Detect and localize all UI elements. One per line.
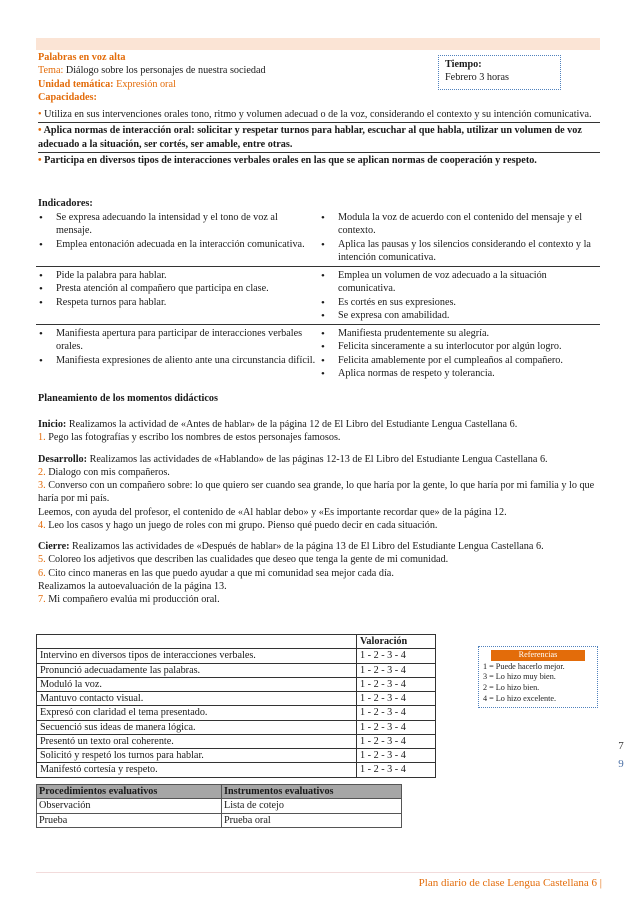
indicador-item: • Modula la voz de acuerdo con el contenido del mensaje y el contexto. [338, 211, 598, 238]
tema-line [38, 64, 438, 77]
indicador-item: • Presta atención al compañero que participa en clase. [56, 282, 316, 295]
unidad-label: Unidad temática: [38, 78, 114, 90]
indicadores-col-right [318, 209, 600, 266]
capacidad-item: • Utiliza en sus intervenciones orales tono, ritmo y volumen adecuad o de la voz, considerando el contexto y su intención comunicativa. [38, 107, 600, 123]
bullet-icon: • [38, 154, 42, 166]
cierre-paragraph: Cierre: Realizamos las actividades de «Después de hablar» de la página 13 de El Libro del Estudiante Lengua Castellana 6. [38, 541, 544, 552]
reference-item: 2 = Lo hizo bien. [483, 682, 540, 692]
evaluation-table [36, 634, 436, 778]
references-title: Referencias [491, 650, 585, 661]
inicio-paragraph: Inicio: Realizamos la actividad de «Antes de hablar» de la página 12 de El Libro del Estudiante Lengua Castellana 6. [38, 419, 518, 430]
indicadores-col-left [36, 325, 318, 382]
table-header-row: Procedimientos evaluativos Instrumentos evaluativos [37, 785, 402, 799]
table-row: Presentó un texto oral coherente. 1 - 2 - 3 - 4 [37, 734, 436, 748]
footer-divider [36, 872, 600, 873]
inicio-label: Inicio: [38, 419, 67, 430]
table-row: Secuenció sus ideas de manera lógica. 1 - 2 - 3 - 4 [37, 720, 436, 734]
capacidad-item: • Participa en diversos tipos de interacciones verbales orales en las que se aplican normas de cooperación y respeto. [38, 154, 537, 166]
indicador-item: • Manifiesta prudentemente su alegría. [338, 327, 598, 340]
indicadores-row [36, 267, 600, 325]
indicador-item: • Se expresa con amabilidad. [338, 309, 598, 322]
activity-item: 6. Cito cinco maneras en las que puedo ayudar a que mi comunidad sea mejor cada día. [38, 567, 394, 579]
capacidad-item: • Aplica normas de interacción oral: solicitar y respetar turnos para hablar, escuchar al que habla, utilizar un volumen de voz adecuado a la situación, ser cortés, ser amable, entre otras. [38, 123, 600, 153]
cierre-label: Cierre: [38, 541, 70, 552]
planeamiento-title: Planeamiento de los momentos didácticos [38, 393, 218, 404]
indicadores-col-right [318, 325, 600, 382]
sequence [38, 418, 600, 606]
indicador-item: • Emplea un volumen de voz adecuado a la situación comunicativa. [338, 269, 598, 296]
reference-item: 4 = Lo hizo excelente. [483, 693, 557, 703]
activity-item: 7. Mi compañero evalúa mi producción oral. [38, 594, 220, 605]
activity-item: 5. Coloreo los adjetivos que describen las cualidades que deseo que tenga la gente de mi comunidad. [38, 554, 449, 566]
bullet-icon: • [38, 125, 42, 137]
lesson-header [38, 51, 438, 104]
indicador-item: • Se expresa adecuando la intensidad y el tono de voz al mensaje. [56, 211, 316, 238]
time-label: Tiempo: [445, 59, 482, 70]
indicador-item: • Aplica las pausas y los silencios considerando el contexto y la intención comunicativa. [338, 238, 598, 265]
time-box [438, 55, 561, 90]
valoracion-header: Valoración [357, 635, 436, 649]
footer: Plan diario de clase Lengua Castellana 6 | [418, 877, 602, 889]
indicador-item: • Aplica normas de respeto y tolerancia. [338, 367, 598, 380]
table-row: Intervino en diversos tipos de interacciones verbales. 1 - 2 - 3 - 4 [37, 649, 436, 663]
indicador-item: • Manifiesta expresiones de aliento ante una circunstancia difícil. [56, 354, 316, 367]
indicadores-col-left [36, 267, 318, 324]
indicador-item: • Felicita amablemente por el cumpleaños al compañero. [338, 354, 598, 367]
table-row: Moduló la voz. 1 - 2 - 3 - 4 [37, 677, 436, 691]
indicadores-row [36, 325, 600, 382]
table-row: Solicitó y respetó los turnos para hablar. 1 - 2 - 3 - 4 [37, 749, 436, 763]
desarrollo-paragraph: Desarrollo: Realizamos las actividades de «Hablando» de las páginas 12-13 de El Libro del Estudiante Lengua Castellana 6. [38, 453, 548, 465]
table-header-row [37, 635, 436, 649]
unidad-value: Expresión oral [116, 78, 176, 90]
indicadores-grid [36, 209, 600, 382]
indicadores-title: Indicadores: [38, 198, 93, 209]
time-value: Febrero 3 horas [445, 72, 509, 84]
lesson-title: Palabras en voz alta [38, 52, 126, 63]
reference-item: 3 = Lo hizo muy bien. [483, 672, 556, 682]
activity-item: 4. Leo los casos y hago un juego de roles con mi grupo. Pienso qué puedo decir en cada situación. [38, 519, 438, 531]
activity-item: 3. Converso con un compañero sobre: lo que quiero ser cuando sea grande, lo que haría por la gente, lo que haría por mi familia y lo que haría por mi país. [38, 480, 595, 505]
indicador-item: • Emplea entonación adecuada en la interacción comunicativa. [56, 238, 316, 251]
indicador-item: • Pide la palabra para hablar. [56, 269, 316, 282]
indicador-item: • Felicita sinceramente a su interlocutor por algún logro. [338, 340, 598, 353]
table-row: Observación Lista de cotejo [37, 799, 402, 813]
activity-item: 1. Pego las fotografías y escribo los nombres de estos personajes famosos. [38, 432, 341, 444]
procedures-table [36, 784, 402, 828]
indicador-item: • Es cortés en sus expresiones. [338, 296, 598, 309]
capacidades-list [38, 107, 600, 168]
capacidades-label: Capacidades: [38, 91, 97, 103]
tema-value: Diálogo sobre los personajes de nuestra sociedad [65, 65, 266, 77]
tema-label: Tema: [38, 65, 64, 77]
reference-item: 1 = Puede hacerlo mejor. [483, 661, 565, 671]
desarrollo-label: Desarrollo: [38, 453, 88, 465]
indicadores-col-right [318, 267, 600, 324]
indicador-item: • Respeta turnos para hablar. [56, 296, 316, 309]
unidad-line [38, 78, 438, 91]
page-number: 7 9 [618, 740, 624, 770]
table-row: Prueba Prueba oral [37, 813, 402, 827]
table-row: Expresó con claridad el tema presentado. 1 - 2 - 3 - 4 [37, 706, 436, 720]
table-row: Manifestó cortesía y respeto. 1 - 2 - 3 - 4 [37, 763, 436, 777]
activity-item: 2. Dialogo con mis compañeros. [38, 466, 170, 478]
references-box [478, 646, 598, 708]
indicadores-col-left [36, 209, 318, 266]
cierre-extra: Realizamos la autoevaluación de la página 13. [38, 580, 227, 592]
bullet-icon: • [38, 109, 42, 120]
table-row: Mantuvo contacto visual. 1 - 2 - 3 - 4 [37, 692, 436, 706]
table-row: Pronunció adecuadamente las palabras. 1 - 2 - 3 - 4 [37, 663, 436, 677]
indicadores-row [36, 209, 600, 267]
desarrollo-extra: Leemos, con ayuda del profesor, el contenido de «Al hablar debo» y «Es importante recordar que» de la página 12. [38, 506, 507, 518]
top-band [36, 38, 600, 50]
indicador-item: • Manifiesta apertura para participar de interacciones verbales orales. [56, 327, 316, 354]
